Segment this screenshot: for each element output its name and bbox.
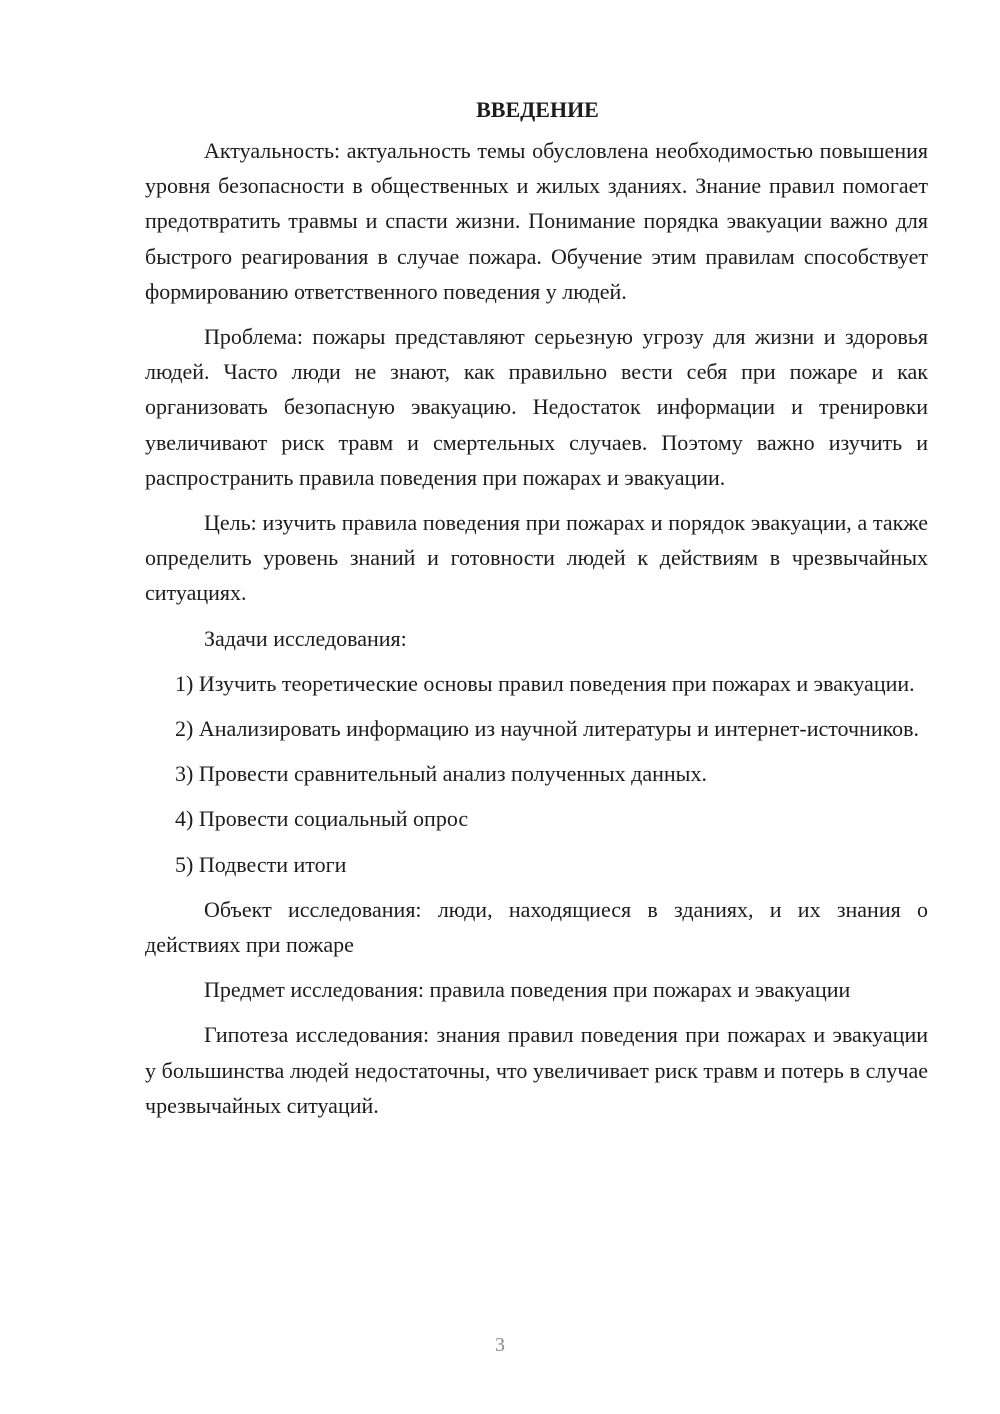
paragraph-object: Объект исследования: люди, находящиеся в зданиях, и их знания о действиях при пожаре <box>145 896 928 958</box>
task-item-2: 2) Анализировать информацию из научной литературы и интернет-источников. <box>175 716 920 742</box>
paragraph-tasks-heading: Задачи исследования: <box>204 625 407 651</box>
paragraph-subject: Предмет исследования: правила поведения при пожарах и эвакуации <box>204 977 851 1003</box>
task-item-4: 4) Провести социальный опрос <box>175 806 469 832</box>
task-item-1: 1) Изучить теоретические основы правил поведения при пожарах и эвакуации. <box>175 670 915 696</box>
task-item-3: 3) Провести сравнительный анализ полученных данных. <box>175 761 707 787</box>
page-number: 3 <box>495 1334 505 1356</box>
task-item-5: 5) Подвести итоги <box>175 851 347 877</box>
paragraph-problem: Проблема: пожары представляют серьезную угрозу для жизни и здоровья людей. Часто люди не знают, как правильно вести себя при пожаре и как организовать безопасную эвакуацию. Недостаток информации и тренировки увеличивают риск травм и смертельных случаев. Поэтому важно изучить и распространить правила поведения при пожарах и эвакуации. <box>145 324 928 490</box>
page-title: ВВЕДЕНИЕ <box>476 97 599 122</box>
document-page <box>145 92 928 1133</box>
paragraph-relevance: Актуальность: актуальность темы обусловлена необходимостью повышения уровня безопасности в общественных и жилых зданиях. Знание правил помогает предотвратить травмы и спасти жизни. Понимание порядка эвакуации важно для быстрого реагирования в случае пожара. Обучение этим правилам способствует формированию ответственного поведения у людей. <box>145 138 928 304</box>
paragraph-hypothesis: Гипотеза исследования: знания правил поведения при пожарах и эвакуации у большинства людей недостаточны, что увеличивает риск травм и потерь в случае чрезвычайных ситуаций. <box>145 1022 928 1118</box>
paragraph-goal: Цель: изучить правила поведения при пожарах и порядок эвакуации, а также определить уровень знаний и готовности людей к действиям в чрезвычайных ситуациях. <box>145 510 928 606</box>
